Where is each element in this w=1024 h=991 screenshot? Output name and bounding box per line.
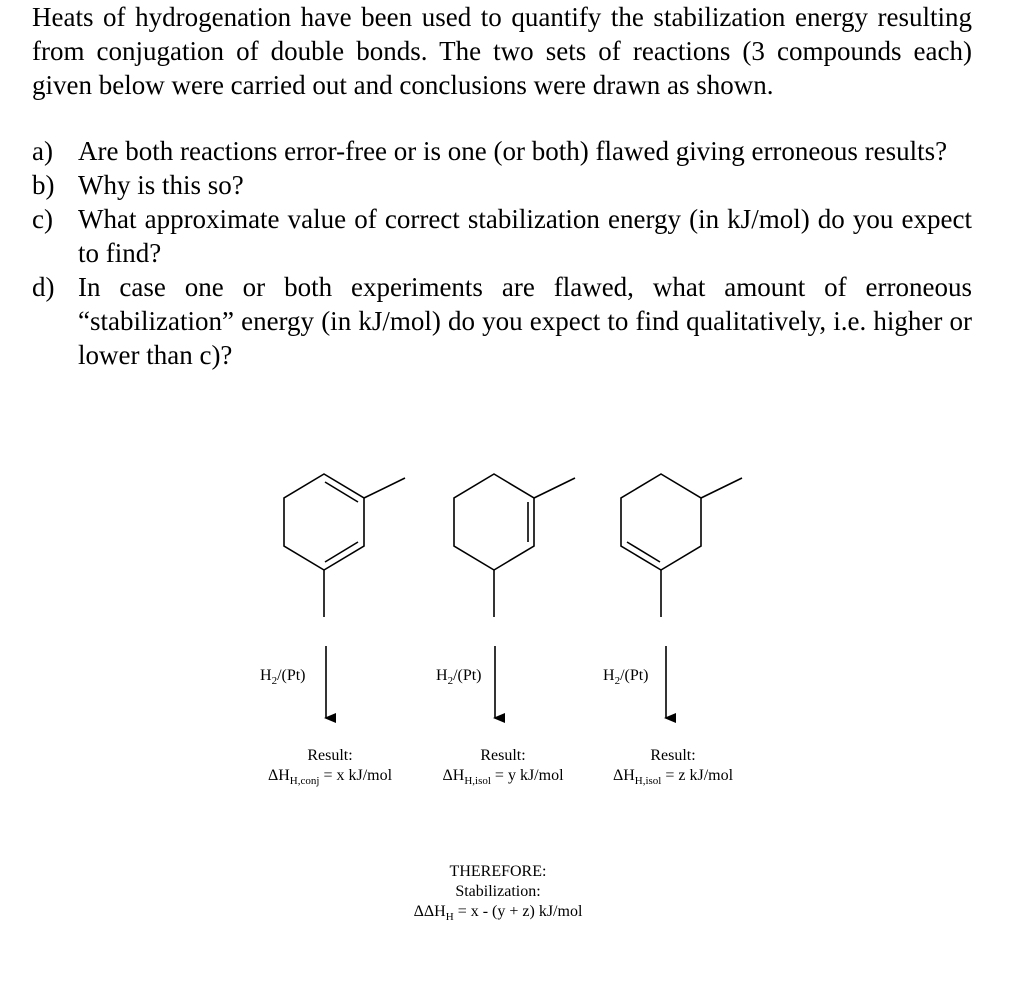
question-letter: c) (32, 204, 53, 234)
question-letter: d) (32, 272, 55, 302)
question-text: What approximate value of correct stabilization energy (in kJ/mol) do you expect to find? (78, 204, 972, 268)
conclusion-block (398, 862, 598, 927)
question-text: Are both reactions error-free or is one (or both) flawed giving erroneous results? (78, 136, 948, 166)
result-label: Result: (307, 747, 353, 764)
stabilization-label: Stabilization: (455, 883, 541, 900)
intro-paragraph: Heats of hydrogenation have been used to quantify the stabilization energy resulting from conjugation of double bonds. The two sets of reactions (3 compounds each) given below were carried out and conclusions were drawn as shown. (32, 2, 972, 100)
stabilization-equation: $\Delta\Delta H_H = x - (y + z)$ kJ/mol (413, 903, 583, 924)
molecule-monoene-b (621, 474, 742, 617)
question-letter: b) (32, 170, 55, 200)
result-block (255, 746, 405, 791)
question-letter: a) (32, 136, 53, 166)
question-text: Why is this so? (78, 170, 244, 200)
reagent-label: $H_2/(Pt)$ (603, 667, 649, 688)
molecule-conjugated-diene (284, 474, 405, 617)
question-text: In case one or both experiments are flawed, what amount of erroneous “stabilization” energy (in kJ/mol) do you expect to find qualitatively, i.e. higher or lower than c)? (78, 272, 972, 370)
result-block (598, 746, 748, 791)
result-block (428, 746, 578, 791)
reagent-label: $H_2/(Pt)$ (436, 667, 482, 688)
result-label: Result: (480, 747, 526, 764)
reagent-label: $H_2/(Pt)$ (260, 667, 306, 688)
result-equation: $\Delta H_{H,isol} = z$ kJ/mol (612, 767, 734, 788)
therefore-label: THEREFORE: (449, 863, 547, 880)
result-equation: $\Delta H_{H,conj} = x$ kJ/mol (267, 767, 393, 788)
result-equation: $\Delta H_{H,isol} = y$ kJ/mol (442, 767, 564, 788)
molecule-monoene-a (454, 474, 575, 617)
result-label: Result: (650, 747, 696, 764)
